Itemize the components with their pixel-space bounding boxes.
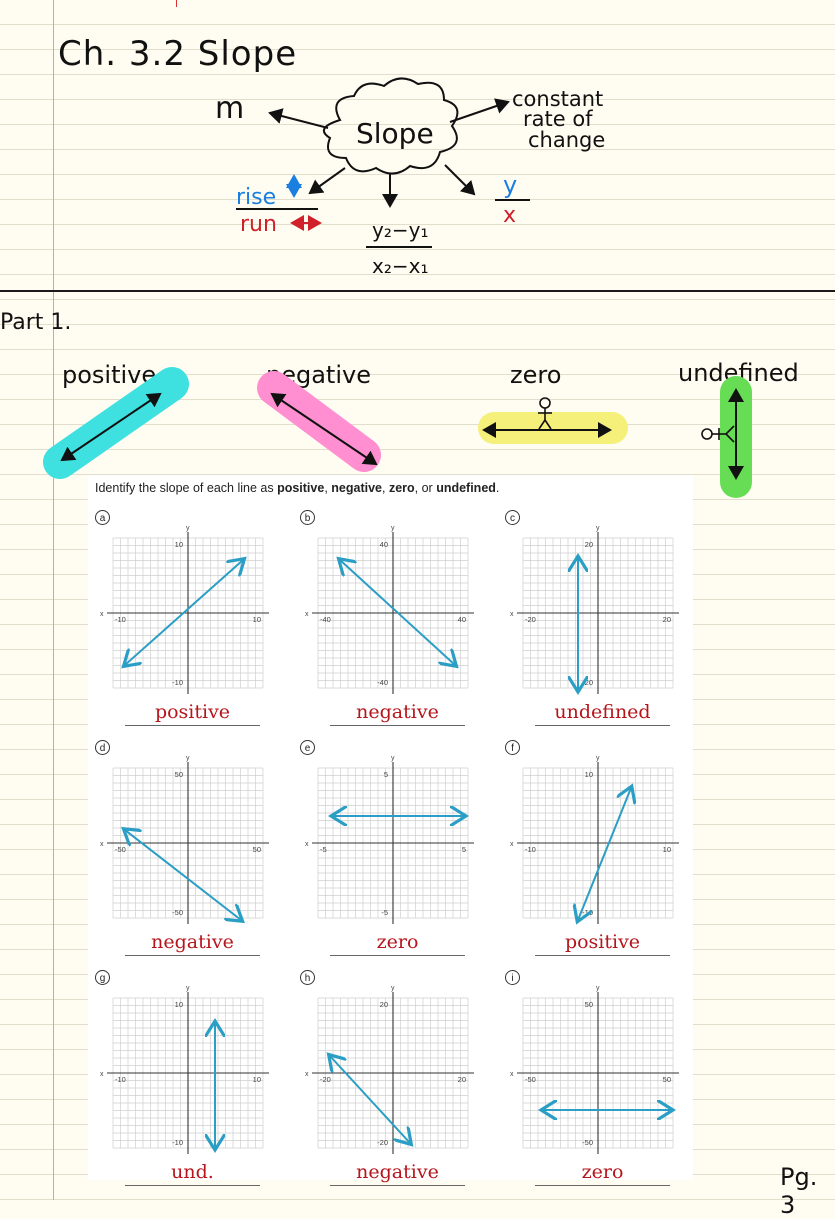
worksheet-instructions: Identify the slope of each line as positive, negative, zero, or undefined. xyxy=(95,481,500,495)
tick-label-xmax: 20 xyxy=(457,1075,466,1084)
coordinate-graph xyxy=(98,525,273,700)
answer-blank xyxy=(330,955,465,956)
x-axis-letter: x xyxy=(305,1071,309,1078)
y-axis-letter: y xyxy=(596,525,600,532)
x-axis-letter: x xyxy=(510,611,514,618)
worksheet-item-b xyxy=(293,505,493,735)
tick-label-ymin: -50 xyxy=(172,908,183,917)
run-label: run xyxy=(240,212,277,237)
coordinate-graph xyxy=(508,755,683,930)
tick-label-xmin: -10 xyxy=(525,845,536,854)
rise-label: rise xyxy=(236,185,277,210)
tick-label-xmin: -50 xyxy=(525,1075,536,1084)
x-axis-letter: x xyxy=(510,841,514,848)
undefined-type-label: undefined xyxy=(678,359,799,387)
arrow-to-rise-run xyxy=(310,168,345,193)
tick-label-ymax: 20 xyxy=(379,1000,388,1009)
answer-blank xyxy=(330,1185,465,1186)
rate-of-label: rate of xyxy=(523,107,593,131)
arrow-to-y-over-x xyxy=(445,165,474,194)
tick-label-ymax: 50 xyxy=(584,1000,593,1009)
y-axis-letter: y xyxy=(391,985,395,992)
handwritten-answer: zero xyxy=(376,931,419,953)
constant-label: constant xyxy=(512,87,604,111)
coordinate-graph xyxy=(98,755,273,930)
plotted-line xyxy=(578,788,631,920)
answer-blank xyxy=(535,725,670,726)
tick-label-xmin: -50 xyxy=(115,845,126,854)
handwritten-answer: zero xyxy=(581,1161,624,1183)
worksheet-item-c xyxy=(498,505,698,735)
handwritten-answer: positive xyxy=(564,931,641,953)
page-title: Ch. 3.2 Slope xyxy=(58,34,298,74)
x-axis-letter: x xyxy=(305,611,309,618)
coordinate-graph xyxy=(508,985,683,1160)
answer-blank xyxy=(535,1185,670,1186)
item-letter: f xyxy=(505,740,520,755)
worksheet-item-g xyxy=(88,965,288,1195)
slope-worksheet xyxy=(88,475,693,1183)
x-axis-letter: x xyxy=(100,611,104,618)
tick-label-xmax: 50 xyxy=(252,845,261,854)
formula-denominator: x₂−x₁ xyxy=(372,254,429,278)
tick-label-xmin: -40 xyxy=(320,615,331,624)
tick-label-ymin: -10 xyxy=(172,1138,183,1147)
positive-type-label: positive xyxy=(62,361,157,389)
tick-label-ymin: -5 xyxy=(381,908,388,917)
item-letter: g xyxy=(95,970,110,985)
tick-label-ymax: 5 xyxy=(383,770,388,779)
tick-label-xmax: 40 xyxy=(457,615,466,624)
y-axis-letter: y xyxy=(596,985,600,992)
handwritten-answer: positive xyxy=(154,701,231,723)
handwritten-answer: negative xyxy=(356,1161,439,1183)
zero-type-label: zero xyxy=(510,361,562,389)
tick-label-ymax: 10 xyxy=(174,540,183,549)
worksheet-item-d xyxy=(88,735,288,965)
item-letter: b xyxy=(300,510,315,525)
tick-label-xmax: 50 xyxy=(662,1075,671,1084)
x-axis-letter: x xyxy=(100,1071,104,1078)
tick-label-ymax: 20 xyxy=(584,540,593,549)
m-label: m xyxy=(215,91,245,126)
formula-numerator: y₂−y₁ xyxy=(372,218,429,242)
y-axis-letter: y xyxy=(186,985,190,992)
tick-label-xmax: 10 xyxy=(252,615,261,624)
coordinate-graph xyxy=(303,985,478,1160)
handwritten-answer: undefined xyxy=(554,701,651,723)
item-letter: h xyxy=(300,970,315,985)
answer-blank xyxy=(330,725,465,726)
worksheet-item-a xyxy=(88,505,288,735)
tick-label-xmax: 10 xyxy=(662,845,671,854)
item-letter: a xyxy=(95,510,110,525)
coordinate-graph xyxy=(303,525,478,700)
y-axis-letter: y xyxy=(391,755,395,762)
item-letter: d xyxy=(95,740,110,755)
y-axis-letter: y xyxy=(186,525,190,532)
x-axis-letter: x xyxy=(305,841,309,848)
y-axis-letter: y xyxy=(186,755,190,762)
change-label: change xyxy=(528,128,606,152)
page-number: Pg. 3 xyxy=(780,1163,818,1219)
y-label: y xyxy=(503,171,518,199)
item-letter: c xyxy=(505,510,520,525)
handwritten-answer: negative xyxy=(151,931,234,953)
tick-label-ymin: -10 xyxy=(582,908,593,917)
tick-label-xmin: -10 xyxy=(115,1075,126,1084)
coordinate-graph xyxy=(508,525,683,700)
arrow-to-constant xyxy=(450,102,508,122)
tick-label-ymax: 50 xyxy=(174,770,183,779)
plotted-line xyxy=(330,1056,410,1143)
negative-highlight xyxy=(274,388,364,455)
y-axis-letter: y xyxy=(391,525,395,532)
tick-label-ymax: 10 xyxy=(584,770,593,779)
tick-label-ymin: -50 xyxy=(582,1138,593,1147)
tick-label-xmax: 5 xyxy=(461,845,466,854)
answer-blank xyxy=(535,955,670,956)
tick-label-xmax: 10 xyxy=(252,1075,261,1084)
arrow-to-m xyxy=(270,113,328,128)
tick-label-ymin: -10 xyxy=(172,678,183,687)
tick-label-ymax: 40 xyxy=(379,540,388,549)
item-letter: e xyxy=(300,740,315,755)
y-axis-letter: y xyxy=(596,755,600,762)
answer-blank xyxy=(125,1185,260,1186)
handwritten-answer: negative xyxy=(356,701,439,723)
tick-label-xmin: -5 xyxy=(320,845,327,854)
handwritten-answer: und. xyxy=(171,1161,214,1183)
x-label: x xyxy=(503,203,517,228)
item-letter: i xyxy=(505,970,520,985)
tick-label-ymax: 10 xyxy=(174,1000,183,1009)
tick-label-xmin: -20 xyxy=(525,615,536,624)
worksheet-item-f xyxy=(498,735,698,965)
tick-label-ymin: -20 xyxy=(377,1138,388,1147)
tick-label-ymin: -40 xyxy=(377,678,388,687)
tick-label-xmax: 20 xyxy=(662,615,671,624)
notes-drawing xyxy=(0,0,835,480)
x-axis-letter: x xyxy=(510,1071,514,1078)
worksheet-item-e xyxy=(293,735,493,965)
coordinate-graph xyxy=(98,985,273,1160)
answer-blank xyxy=(125,955,260,956)
coordinate-graph xyxy=(303,755,478,930)
slope-center-label: Slope xyxy=(356,117,434,150)
tick-label-xmin: -20 xyxy=(320,1075,331,1084)
answer-blank xyxy=(125,725,260,726)
part-label: Part 1. xyxy=(0,310,72,335)
negative-type-label: negative xyxy=(266,361,371,389)
tick-label-xmin: -10 xyxy=(115,615,126,624)
x-axis-letter: x xyxy=(100,841,104,848)
worksheet-item-h xyxy=(293,965,493,1195)
worksheet-item-i xyxy=(498,965,698,1195)
tick-label-ymin: -20 xyxy=(582,678,593,687)
positive-line-arrow xyxy=(62,394,160,460)
